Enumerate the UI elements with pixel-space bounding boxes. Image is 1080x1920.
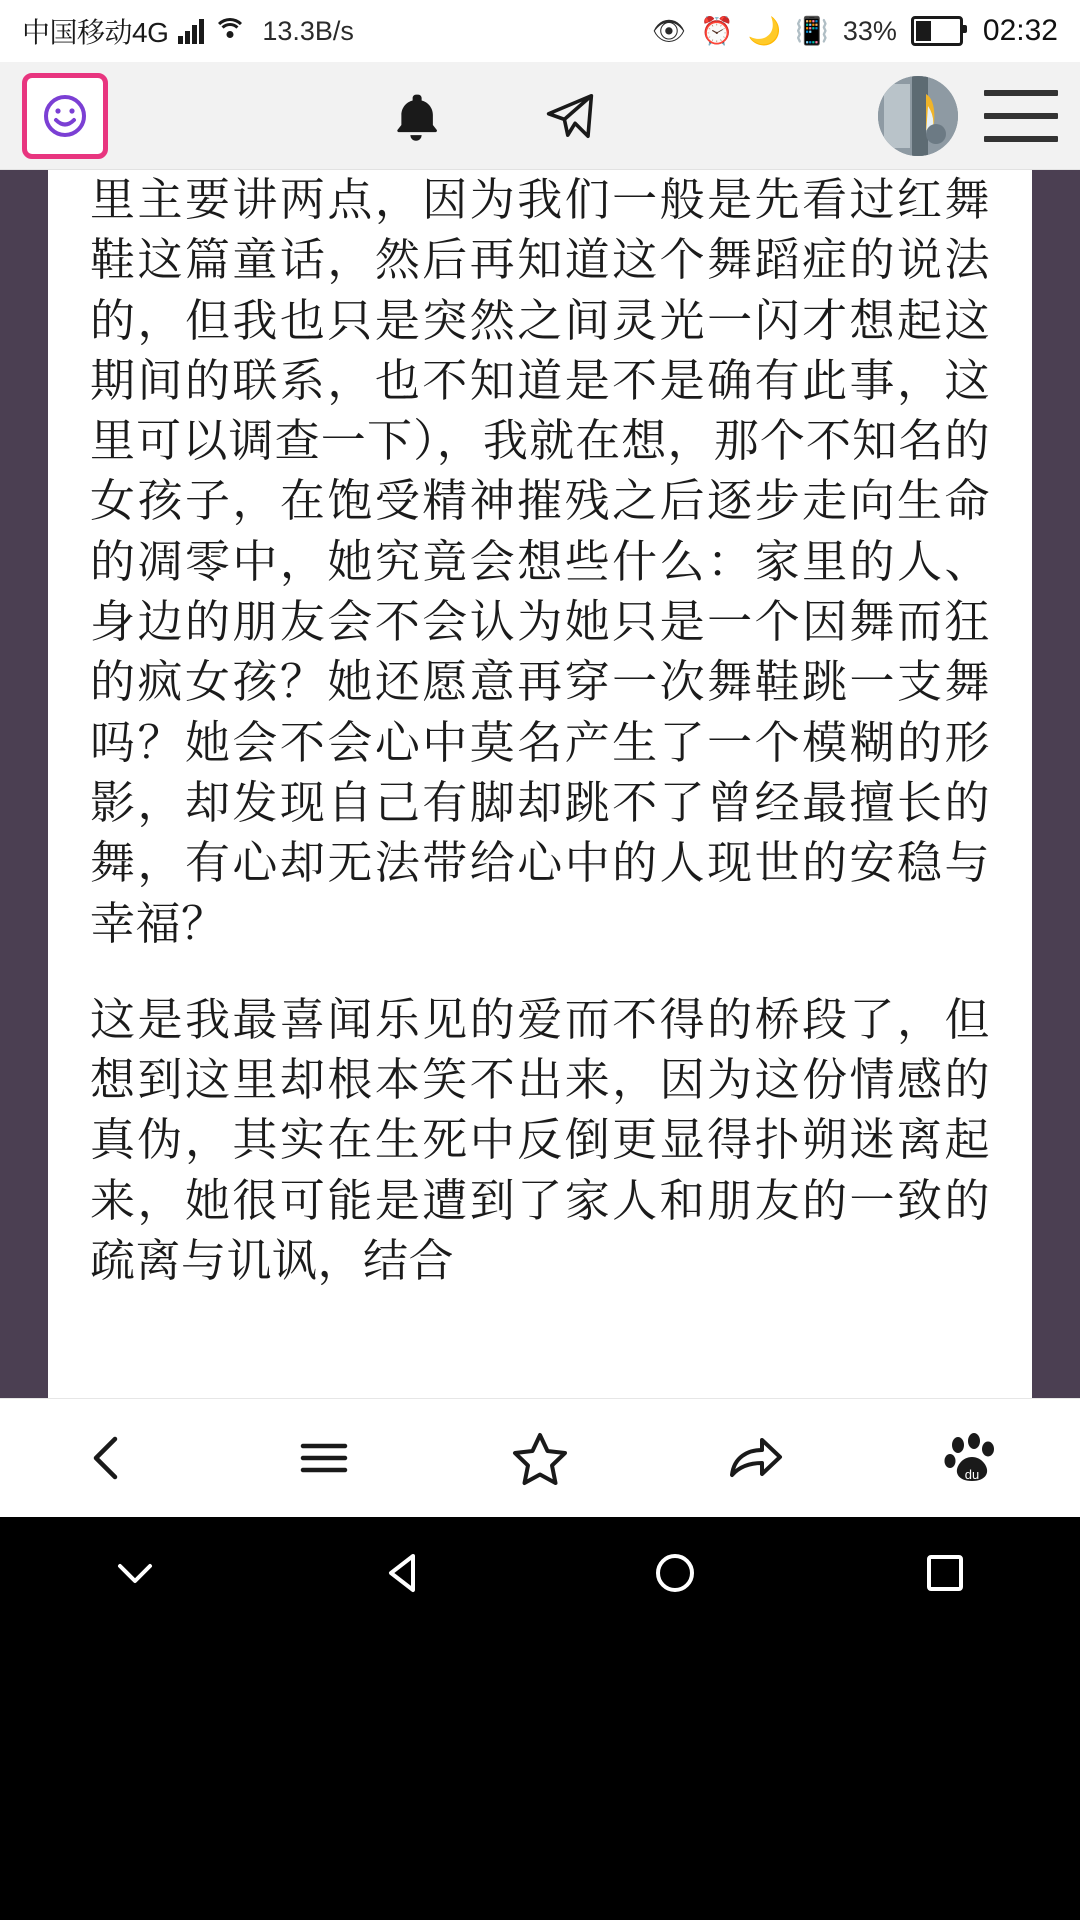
smiley-scan-logo-icon[interactable] (22, 73, 108, 159)
bell-icon[interactable] (389, 89, 443, 143)
svg-text:du: du (964, 1467, 980, 1482)
signal-strength-icon (178, 18, 204, 44)
bottom-toolbar (0, 1398, 1080, 1517)
app-header (0, 62, 1080, 170)
back-icon[interactable] (48, 1408, 168, 1508)
battery-icon (911, 16, 963, 46)
baidu-icon[interactable] (912, 1408, 1032, 1508)
article-paragraph: 这是我最喜闻乐见的爱而不得的桥段了，但想到这里却根本笑不出来，因为这份情感的真伪，其实在生死中反倒更显得扑朔迷离起来，她很可能是遭到了家人和朋友的一致的疏离与讥讽，结合 (90, 992, 990, 1288)
hamburger-menu-icon[interactable] (984, 90, 1058, 142)
article-page (48, 170, 1032, 1398)
nav-recents-icon[interactable] (865, 1528, 1025, 1618)
alarm-icon: ⏰ (700, 15, 734, 46)
wifi-icon (214, 18, 246, 44)
header-icon-group (108, 89, 878, 143)
menu-lines-icon[interactable] (264, 1408, 384, 1508)
clock-label: 02:32 (982, 14, 1058, 47)
eye-icon: 👁 (651, 15, 686, 46)
battery-percent-label: 33% (842, 15, 897, 46)
moon-icon: 🌙 (747, 15, 782, 46)
vibrate-icon: 📳 (795, 15, 829, 46)
status-bar (0, 0, 1080, 62)
nav-back-icon[interactable] (325, 1528, 485, 1618)
carrier-label: 中国移动4G (22, 17, 169, 48)
nav-home-icon[interactable] (595, 1528, 755, 1618)
share-icon[interactable] (696, 1408, 816, 1508)
avatar[interactable] (878, 76, 958, 156)
article-viewport[interactable] (0, 170, 1080, 1398)
article-paragraph: 里主要讲两点，因为我们一般是先看过红舞鞋这篇童话，然后再知道这个舞蹈症的说法的，但我也只是突然之间灵光一闪才想起这期间的联系，也不知道是不是确有此事，这里可以调查一下），我就在想，那个不知名的女孩子，在饱受精神摧残之后逐步走向生命的凋零中，她究竟会想些什么：家里的人、身边的朋友会不会认为她只是一个因舞而狂的疯女孩？她还愿意再穿一次舞鞋跳一支舞吗？她会不会心中莫名产生了一个模糊的形影，却发现自己有脚却跳不了曾经最擅长的舞，有心却无法带给心中的人现世的安稳与幸福？ (90, 173, 990, 950)
nav-hide-icon[interactable] (55, 1528, 215, 1618)
status-bar-left (22, 11, 652, 51)
send-icon[interactable] (543, 89, 597, 143)
status-bar-right (652, 14, 1058, 48)
network-speed-label: 13.3B/s (262, 15, 354, 46)
system-navbar (0, 1517, 1080, 1629)
star-icon[interactable] (480, 1408, 600, 1508)
